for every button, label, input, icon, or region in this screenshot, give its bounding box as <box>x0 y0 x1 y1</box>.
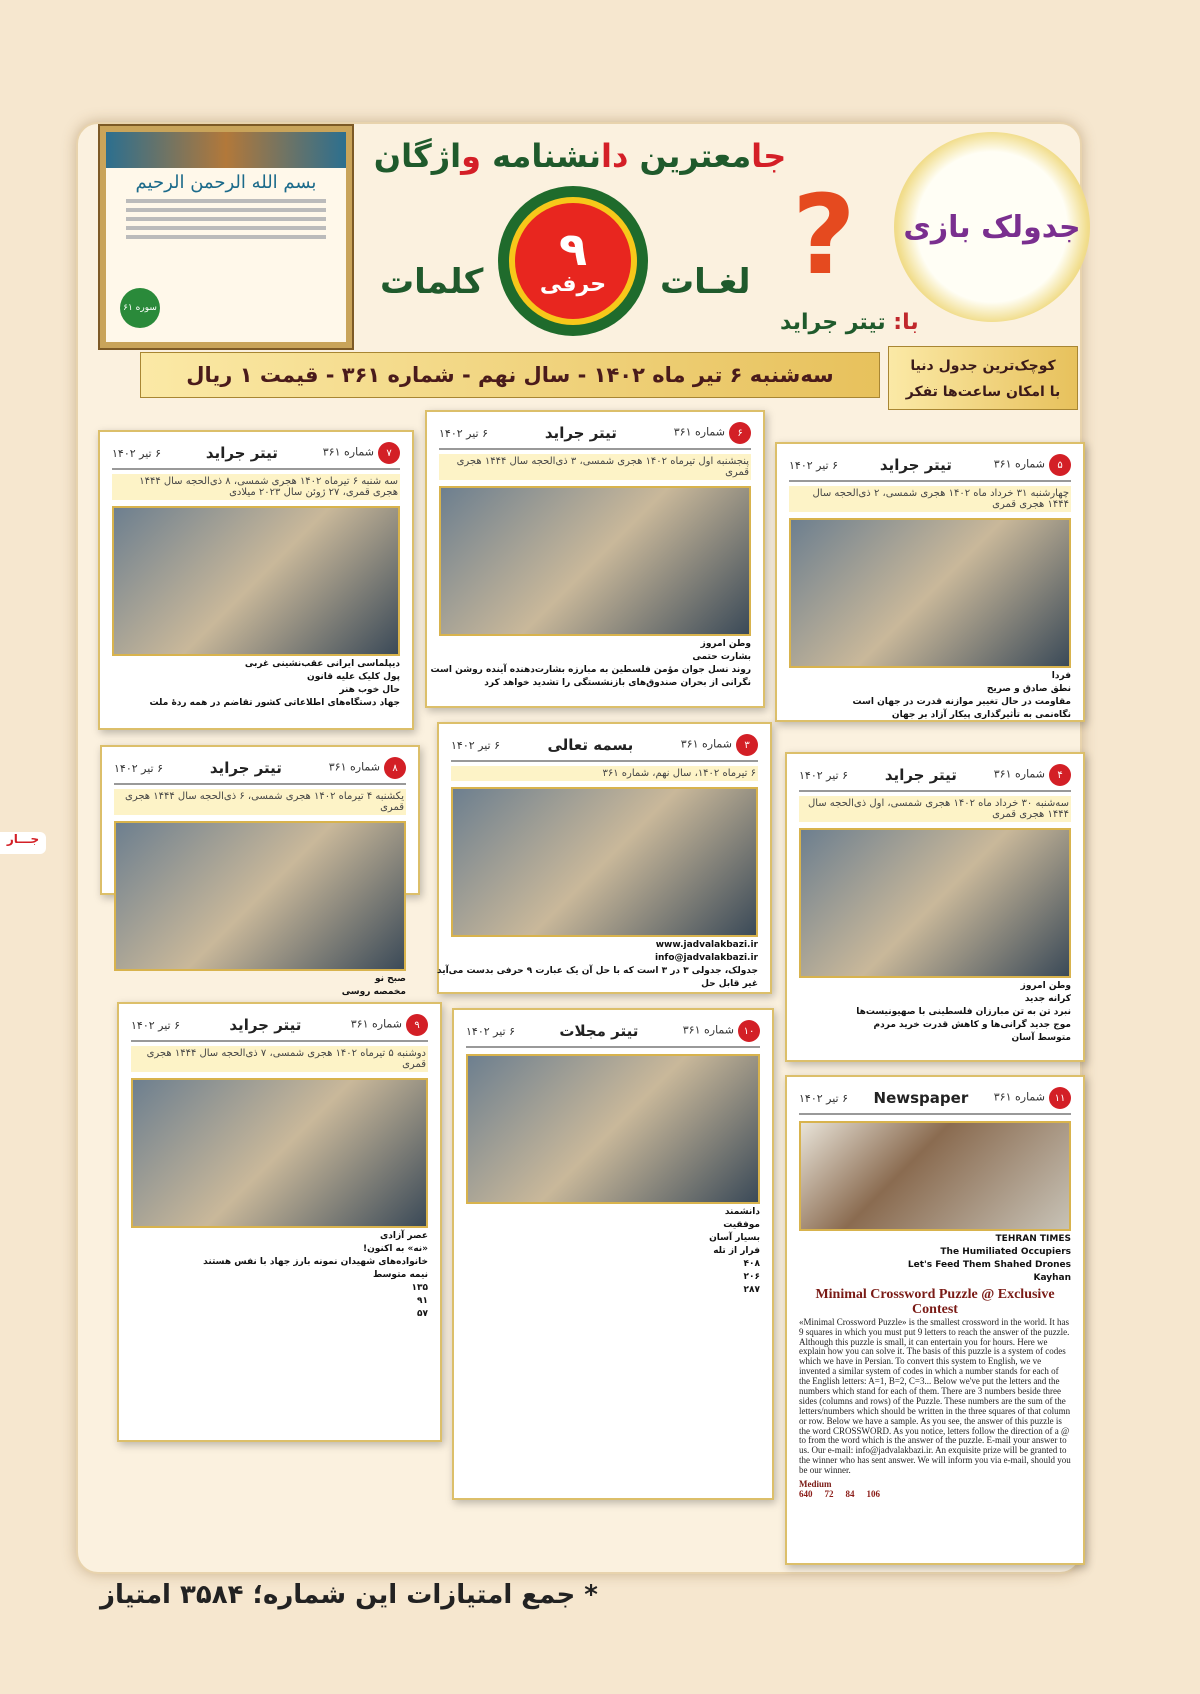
page-title: تیتر جراید <box>879 456 952 474</box>
headline: غیر قابل حل <box>701 979 758 989</box>
issue-number: شماره ۳۶۱ <box>680 737 732 751</box>
issue-number: شماره ۳۶۱ <box>993 457 1045 471</box>
headline: فردا <box>1051 671 1071 681</box>
page-date: ۶ تیر ۱۴۰۲ <box>451 738 501 752</box>
sample-number: 106 <box>866 1488 880 1499</box>
headline: مخمصه روسی <box>341 987 406 997</box>
headline: خانواده‌های شهیدان نمونه بارز جهاد با نفس هستند <box>203 1257 428 1267</box>
total-points: * جمع امتیازات این شماره؛ ۳۵۸۴ امتیاز <box>100 1580 598 1610</box>
page-dateline: ۶ تیرماه ۱۴۰۲، سال نهم، شماره ۳۶۱ <box>451 766 758 781</box>
headline: عصر آزادی <box>380 1231 428 1241</box>
page-dateline: سه شنبه ۶ تیرماه ۱۴۰۲ هجری شمسی، ۸ ذی‌الحجه سال ۱۴۴۴ هجری قمری، ۲۷ ژوئن سال ۲۰۲۳ میلادی <box>112 474 400 500</box>
headline: جهاد دستگاه‌های اطلاعاتی کشور تقاضم در همه ردهٔ ملت <box>149 698 400 708</box>
page-date: ۶ تیر ۱۴۰۲ <box>114 761 164 775</box>
page-header <box>114 757 406 785</box>
headline: کرانه جدید <box>1024 994 1071 1004</box>
page-thumbnail[interactable] <box>785 1075 1085 1565</box>
page-dateline: پنجشنبه اول تیرماه ۱۴۰۲ هجری شمسی، ۳ ذی‌الحجه سال ۱۴۴۴ هجری قمری <box>439 454 751 480</box>
issue-number: شماره ۳۶۱ <box>682 1023 734 1037</box>
headline: «نه» به اکنون! <box>363 1244 428 1254</box>
english-body: «Minimal Crossword Puzzle» is the smallest crossword in the world. It has 9 squares in which you must put 9 letters to reach the answer of the puzzle. Although this puzzle is small, it can entertain you for hours. Here we explain how you can solve it. The basis of this puzzle is a system of codes which we have in Persian. To convert this system to English, we ve invented a similar system of codes in which a number stands for each of the English letters: A=1, B=2, C=3... Below we've put the letters and the numbers which stand for each of them. There are 3 numbers beside three sides (columns and rows) of the Puzzle. These numbers are the sum of the letters/numbers which should be written in the three squares of that column or row. Below we have a sample. As you see, the answer of this puzzle is the word CROSSWORD. As you notice, letters follow the direction of a @ to from the word which is the answer of the puzzle. E-mail your answer to us. Our e-mail: info@jadvalakbazi.ir. An exquisite prize will be granted to the winner who has sent answer. We will inform you via e-mail, should you be our winner. <box>799 1316 1071 1476</box>
headline: نبرد تن به تن مبارزان فلسطینی با صهیونیست‌ها <box>856 1007 1071 1017</box>
page-image <box>131 1078 428 1228</box>
sample-number: 84 <box>845 1488 855 1499</box>
headline: موفقیت <box>723 1220 760 1230</box>
page-date: ۶ تیر ۱۴۰۲ <box>131 1018 181 1032</box>
page-title: تیتر مجلات <box>559 1022 639 1040</box>
headline: ۵۷ <box>417 1309 428 1319</box>
headline: ۹۱ <box>417 1296 428 1306</box>
sample-number: 72 <box>824 1488 834 1499</box>
level-label: Medium <box>799 1479 832 1490</box>
terms-label: لغـات <box>660 262 751 302</box>
page-title: تیتر جراید <box>544 424 617 442</box>
page-number: ۳ <box>736 734 758 756</box>
page-title: بسمه تعالی <box>547 736 634 754</box>
page-image <box>789 518 1071 668</box>
page-number: ۶ <box>729 422 751 444</box>
tagline: کوچک‌ترین جدول دنیا با امکان ساعت‌ها تفکر <box>888 346 1078 410</box>
page-header <box>789 454 1071 482</box>
page-thumbnail[interactable] <box>452 1008 774 1500</box>
page-image <box>451 787 758 937</box>
page-date: ۶ تیر ۱۴۰۲ <box>799 768 849 782</box>
with-titr-jarayed: با: تیتر جراید <box>780 310 919 335</box>
headline: حال خوب هنر <box>339 685 400 695</box>
page-dateline: سه‌شنبه ۳۰ خرداد ماه ۱۴۰۲ هجری شمسی، اول ذی‌الحجه سال ۱۴۴۴ هجری قمری <box>799 796 1071 822</box>
page-thumbnail[interactable] <box>100 745 420 997</box>
page-thumbnail[interactable] <box>775 442 1085 722</box>
headline: نگرانی از بحران صندوق‌های بازنشستگی را تشدید خواهد کرد <box>484 678 751 688</box>
jadvalak-bazi-logo: جدولک بازی <box>894 132 1090 322</box>
page-date: ۶ تیر ۱۴۰۲ <box>439 426 489 440</box>
headline: TEHRAN TIMES <box>995 1234 1071 1244</box>
headline: ۲۸۷ <box>743 1285 760 1295</box>
page-thumbnail[interactable] <box>425 410 765 708</box>
page-date: ۶ تیر ۱۴۰۲ <box>789 458 839 472</box>
page-title: تیتر جراید <box>205 444 278 462</box>
page-number: ۱۰ <box>738 1020 760 1042</box>
page-title: تیتر جراید <box>229 1016 302 1034</box>
headline: متوسط آسان <box>1011 1033 1071 1043</box>
page-header <box>131 1014 428 1042</box>
headline: صبح نو <box>374 974 406 984</box>
ornament <box>106 132 346 168</box>
issue-date-bar: سه‌شنبه ۶ تیر ماه ۱۴۰۲ - سال نهم - شماره ۳۶۱ - قیمت ۱ ریال <box>140 352 880 398</box>
side-tab[interactable]: جـــار <box>0 832 46 854</box>
words-label: کلمات <box>380 262 484 302</box>
page-thumbnail[interactable] <box>98 430 414 730</box>
page-title: تیتر جراید <box>209 759 282 777</box>
page-image <box>112 506 400 656</box>
english-title: Minimal Crossword Puzzle @ Exclusive Contest <box>815 1287 1055 1318</box>
page-header <box>112 442 400 470</box>
page-number: ۹ <box>406 1014 428 1036</box>
slogan: جامعترین دانشنامه واژگان <box>373 137 787 175</box>
issue-number: شماره ۳۶۱ <box>993 767 1045 781</box>
headline: www.jadvalakbazi.ir <box>655 940 758 950</box>
headline: ۱۳۵ <box>411 1283 428 1293</box>
page-dateline: یکشنبه ۴ تیرماه ۱۴۰۲ هجری شمسی، ۶ ذی‌الحجه سال ۱۴۴۴ هجری قمری <box>114 789 406 815</box>
page-number: ۴ <box>1049 764 1071 786</box>
page-image <box>439 486 751 636</box>
page-image <box>466 1054 760 1204</box>
issue-number: شماره ۳۶۱ <box>673 425 725 439</box>
headline: روند نسل جوان مؤمن فلسطین به مبارزه بشارت‌دهنده آینده روشن است <box>430 665 751 675</box>
page-header <box>439 422 751 450</box>
page-date: ۶ تیر ۱۴۰۲ <box>466 1024 516 1038</box>
headline: دیپلماسی ایرانی عقب‌نشینی غربی <box>244 659 400 669</box>
headline: ۲۰۶ <box>743 1272 760 1282</box>
headline: نگاه‌نمی به تأثیرگذاری پیکار آزاد بر جهان <box>891 710 1071 720</box>
headline: فرار از تله <box>713 1246 760 1256</box>
page-number: ۷ <box>378 442 400 464</box>
headline: Let's Feed Them Shahed Drones <box>907 1260 1071 1270</box>
page-date: ۶ تیر ۱۴۰۲ <box>112 446 162 460</box>
headline: The Humiliated Occupiers <box>940 1247 1071 1257</box>
page-date: ۶ تیر ۱۴۰۲ <box>799 1091 849 1105</box>
headline: Kayhan <box>1033 1273 1071 1283</box>
page-title: Newspaper <box>873 1089 969 1107</box>
headline: دانشمند <box>724 1207 760 1217</box>
issue-number: شماره ۳۶۱ <box>322 445 374 459</box>
page-number: ۸ <box>384 757 406 779</box>
headline: ۴۰۸ <box>743 1259 760 1269</box>
issue-number: شماره ۳۶۱ <box>993 1090 1045 1104</box>
page-number: ۵ <box>1049 454 1071 476</box>
issue-number: شماره ۳۶۱ <box>350 1017 402 1031</box>
page-title: تیتر جراید <box>884 766 957 784</box>
headline: نطق صادق و صریح <box>986 684 1071 694</box>
question-mark-icon: ? <box>792 171 856 299</box>
page-image <box>799 828 1071 978</box>
headline: پول کلیک علیه قانون <box>307 672 400 682</box>
headline: موج جدید گرانی‌ها و کاهش قدرت خرید مردم <box>873 1020 1071 1030</box>
page-number: ۱۱ <box>1049 1087 1071 1109</box>
sample-number: 640 <box>799 1488 813 1499</box>
page-image <box>114 821 406 971</box>
headline: وطن امروز <box>1020 981 1071 991</box>
headline: info@jadvalakbazi.ir <box>654 953 758 963</box>
page-header <box>799 764 1071 792</box>
basmala: بسم الله الرحمن الرحیم <box>135 172 317 193</box>
english-section <box>799 1287 1071 1500</box>
quran-verse-panel <box>100 126 352 348</box>
page-header <box>466 1020 760 1048</box>
nine-letter-badge: ۹ حرفی <box>498 186 648 336</box>
page-dateline: چهارشنبه ۳۱ خرداد ماه ۱۴۰۲ هجری شمسی، ۲ ذی‌الحجه سال ۱۴۴۴ هجری قمری <box>789 486 1071 512</box>
page-thumbnail[interactable] <box>117 1002 442 1442</box>
headline: بشارت حتمی <box>692 652 751 662</box>
headline: مقاومت در حال تغییر موازنه قدرت در جهان است <box>852 697 1071 707</box>
page-image <box>799 1121 1071 1231</box>
page-thumbnail[interactable] <box>437 722 772 994</box>
headline: بسیار آسان <box>709 1233 760 1243</box>
headline: جدولک، جدولی ۳ در ۳ است که با حل آن یک عبارت ۹ حرفی بدست می‌آید <box>437 966 758 976</box>
page-dateline: دوشنبه ۵ تیرماه ۱۴۰۲ هجری شمسی، ۷ ذی‌الحجه سال ۱۴۴۴ هجری قمری <box>131 1046 428 1072</box>
page-header <box>799 1087 1071 1115</box>
page-header <box>451 734 758 762</box>
headline: نیمه متوسط <box>372 1270 428 1280</box>
issue-number: شماره ۳۶۱ <box>328 760 380 774</box>
sura-badge: سوره ۶۱ <box>120 288 160 328</box>
page-thumbnail[interactable] <box>785 752 1085 1062</box>
headline: وطن امروز <box>700 639 751 649</box>
